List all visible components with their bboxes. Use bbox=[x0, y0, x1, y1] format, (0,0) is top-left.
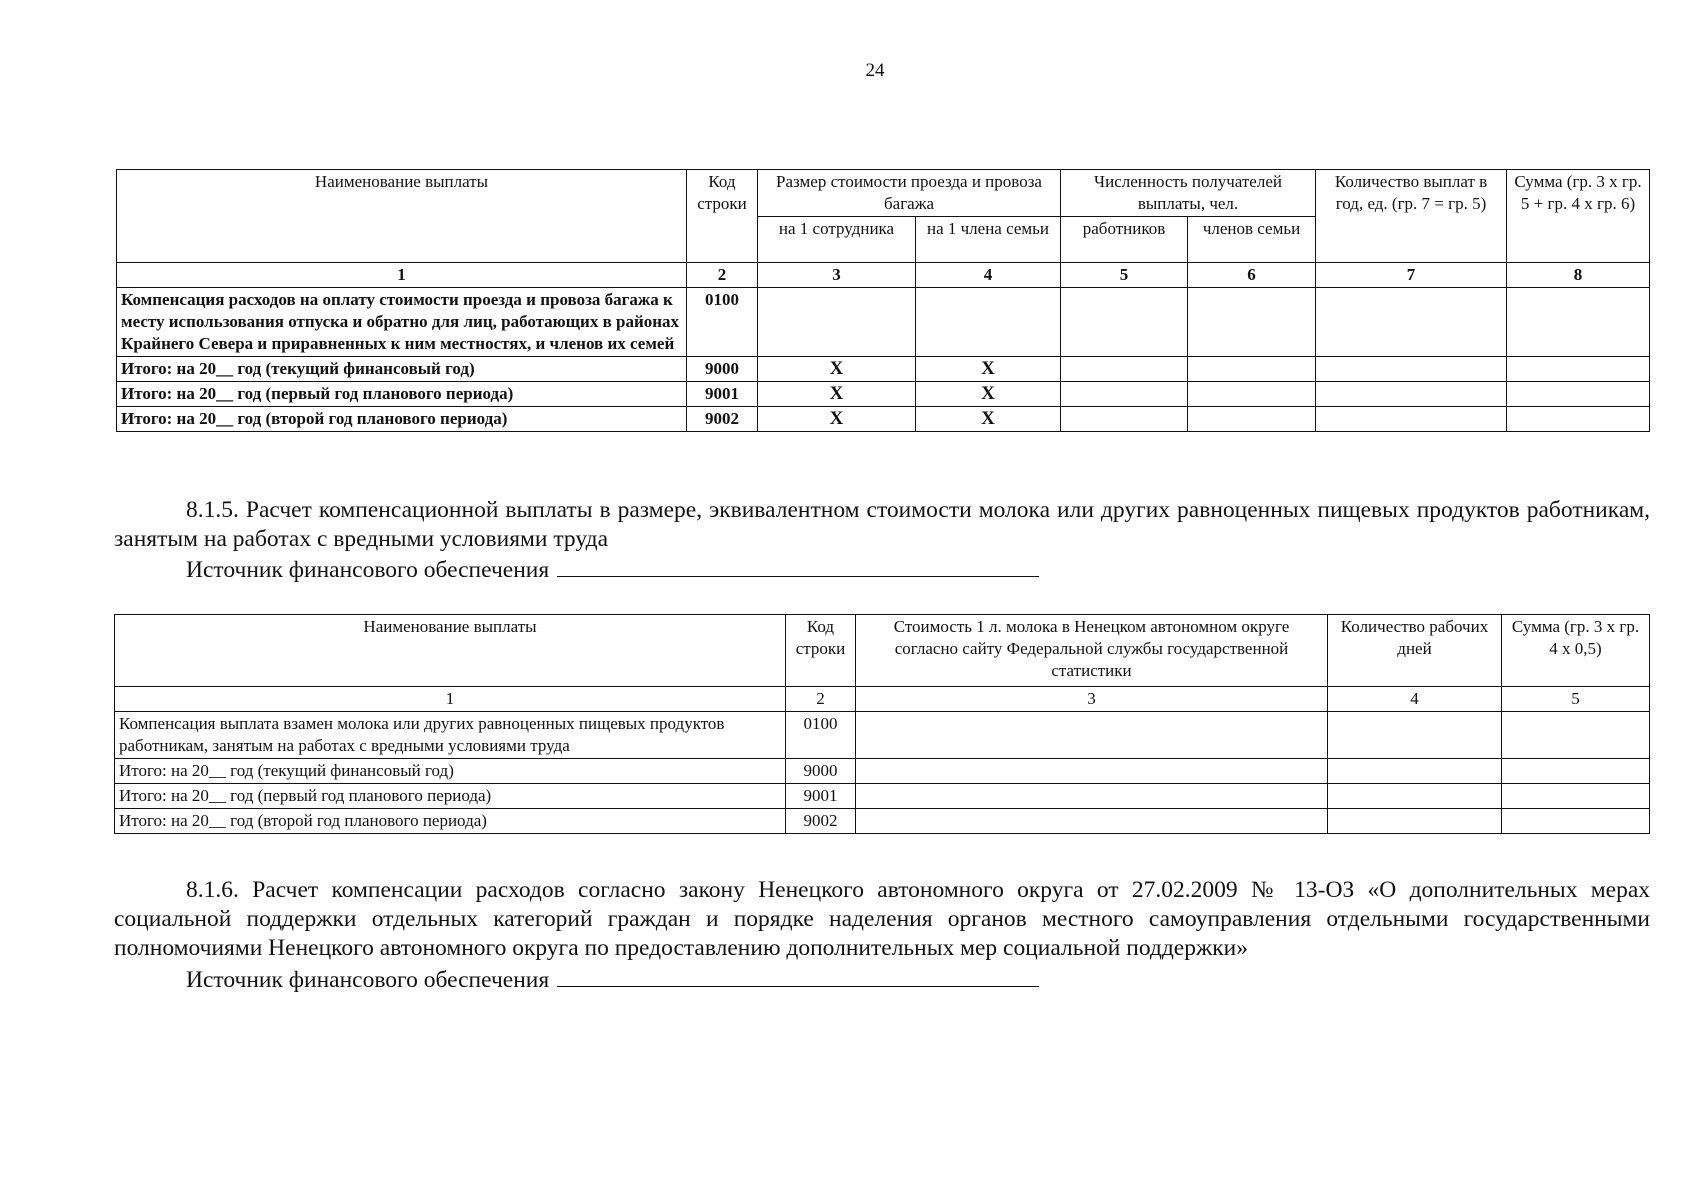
row-code: 9001 bbox=[687, 382, 758, 407]
row-code: 0100 bbox=[687, 288, 758, 357]
table-row bbox=[117, 407, 1650, 432]
row-name: Итого: на 20__ год (первый год планового периода) bbox=[117, 382, 687, 407]
empty-cell bbox=[1188, 382, 1316, 407]
empty-cell bbox=[1328, 784, 1502, 809]
row-code: 9001 bbox=[786, 784, 856, 809]
source-of-funding-field[interactable] bbox=[557, 556, 1039, 577]
empty-cell bbox=[1316, 382, 1507, 407]
column-number: 5 bbox=[1502, 687, 1650, 712]
empty-cell bbox=[1502, 809, 1650, 834]
empty-cell bbox=[1502, 784, 1650, 809]
column-number: 3 bbox=[856, 687, 1328, 712]
header-sum: Сумма (гр. 3 х гр. 4 х 0,5) bbox=[1502, 615, 1650, 687]
section-8-1-6-heading: 8.1.6. Расчет компенсации расходов согласно закону Ненецкого автономного округа от 27.02.2009 № 13-ОЗ «О дополнительных мерах социальной поддержки отдельных категорий граждан и порядке наделения органов местного самоуправления отдельными государственными полномочиями Ненецкого автономного округа по предоставлению дополнительных мер социальной поддержки» bbox=[114, 877, 1650, 961]
row-name: Итого: на 20__ год (текущий финансовый год) bbox=[117, 357, 687, 382]
column-number: 8 bbox=[1507, 263, 1650, 288]
empty-cell bbox=[1316, 407, 1507, 432]
header-code: Код строки bbox=[687, 170, 758, 263]
table-row bbox=[117, 288, 1650, 357]
header-recipients: Численность получателей выплаты, чел. bbox=[1061, 170, 1316, 217]
header-per-employee: на 1 сотрудника bbox=[758, 217, 916, 263]
header-per-family-member: на 1 члена семьи bbox=[916, 217, 1061, 263]
header-workdays: Количество рабочих дней bbox=[1328, 615, 1502, 687]
row-name: Итого: на 20__ год (первый год планового периода) bbox=[115, 784, 786, 809]
empty-cell bbox=[1061, 357, 1188, 382]
row-name: Итого: на 20__ год (текущий финансовый год) bbox=[115, 759, 786, 784]
source-of-funding-label: Источник финансового обеспечения bbox=[186, 557, 550, 583]
table-row bbox=[115, 759, 1650, 784]
column-number: 3 bbox=[758, 263, 916, 288]
header-travel-cost: Размер стоимости проезда и провоза багажа bbox=[758, 170, 1061, 217]
empty-cell bbox=[1328, 712, 1502, 759]
header-family-members: членов семьи bbox=[1188, 217, 1316, 263]
row-code: 0100 bbox=[786, 712, 856, 759]
empty-cell bbox=[1188, 288, 1316, 357]
column-number: 4 bbox=[916, 263, 1061, 288]
source-of-funding-line bbox=[186, 556, 1039, 585]
page-number: 24 bbox=[865, 60, 885, 81]
column-number: 7 bbox=[1316, 263, 1507, 288]
source-of-funding-label: Источник финансового обеспечения bbox=[186, 967, 550, 993]
column-number: 1 bbox=[115, 687, 786, 712]
empty-cell bbox=[1188, 357, 1316, 382]
travel-compensation-table bbox=[116, 169, 1650, 432]
empty-cell bbox=[1061, 382, 1188, 407]
empty-cell bbox=[856, 759, 1328, 784]
empty-cell bbox=[1328, 759, 1502, 784]
source-of-funding-field[interactable] bbox=[557, 966, 1039, 987]
empty-cell bbox=[1507, 407, 1650, 432]
table-row bbox=[115, 784, 1650, 809]
header-milk-cost: Стоимость 1 л. молока в Ненецком автономном округе согласно сайту Федеральной службы государственной статистики bbox=[856, 615, 1328, 687]
table-row bbox=[117, 357, 1650, 382]
milk-compensation-table bbox=[114, 614, 1650, 834]
column-number-row bbox=[117, 263, 1650, 288]
cell-per-employee: Х bbox=[758, 357, 916, 382]
row-name: Компенсация расходов на оплату стоимости проезда и провоза багажа к месту использования отпуска и обратно для лиц, работающих в районах Крайнего Севера и приравненных к ним местностях, и членов их семей bbox=[117, 288, 687, 357]
cell-per-employee bbox=[758, 288, 916, 357]
cell-per-family-member: Х bbox=[916, 357, 1061, 382]
column-number: 5 bbox=[1061, 263, 1188, 288]
empty-cell bbox=[1061, 288, 1188, 357]
header-employees: работников bbox=[1061, 217, 1188, 263]
table-row bbox=[115, 809, 1650, 834]
column-number: 2 bbox=[786, 687, 856, 712]
section-8-1-5-heading: 8.1.5. Расчет компенсационной выплаты в размере, эквивалентном стоимости молока или других равноценных пищевых продуктов работникам, занятым на работах с вредными условиями труда bbox=[114, 497, 1650, 552]
row-code: 9002 bbox=[687, 407, 758, 432]
empty-cell bbox=[1188, 407, 1316, 432]
row-name: Итого: на 20__ год (второй год планового периода) bbox=[117, 407, 687, 432]
empty-cell bbox=[1328, 809, 1502, 834]
cell-per-family-member: Х bbox=[916, 382, 1061, 407]
cell-per-employee: Х bbox=[758, 382, 916, 407]
header-code: Код строки bbox=[786, 615, 856, 687]
row-name: Итого: на 20__ год (второй год планового периода) bbox=[115, 809, 786, 834]
cell-per-employee: Х bbox=[758, 407, 916, 432]
row-code: 9000 bbox=[786, 759, 856, 784]
empty-cell bbox=[1502, 712, 1650, 759]
column-number-row bbox=[115, 687, 1650, 712]
empty-cell bbox=[1507, 382, 1650, 407]
row-code: 9002 bbox=[786, 809, 856, 834]
empty-cell bbox=[1507, 288, 1650, 357]
column-number: 4 bbox=[1328, 687, 1502, 712]
empty-cell bbox=[856, 712, 1328, 759]
row-code: 9000 bbox=[687, 357, 758, 382]
header-name: Наименование выплаты bbox=[115, 615, 786, 687]
empty-cell bbox=[1316, 288, 1507, 357]
empty-cell bbox=[1502, 759, 1650, 784]
column-number: 2 bbox=[687, 263, 758, 288]
empty-cell bbox=[856, 784, 1328, 809]
empty-cell bbox=[1061, 407, 1188, 432]
table-row bbox=[115, 712, 1650, 759]
cell-per-family-member bbox=[916, 288, 1061, 357]
header-name: Наименование выплаты bbox=[117, 170, 687, 263]
header-sum: Сумма (гр. 3 х гр. 5 + гр. 4 х гр. 6) bbox=[1507, 170, 1650, 263]
empty-cell bbox=[1507, 357, 1650, 382]
column-number: 1 bbox=[117, 263, 687, 288]
row-name: Компенсация выплата взамен молока или других равноценных пищевых продуктов работникам, занятым на работах с вредными условиями труда bbox=[115, 712, 786, 759]
header-payments-count: Количество выплат в год, ед. (гр. 7 = гр. 5) bbox=[1316, 170, 1507, 263]
empty-cell bbox=[1316, 357, 1507, 382]
empty-cell bbox=[856, 809, 1328, 834]
column-number: 6 bbox=[1188, 263, 1316, 288]
table-row bbox=[117, 382, 1650, 407]
source-of-funding-line bbox=[186, 966, 1039, 995]
cell-per-family-member: Х bbox=[916, 407, 1061, 432]
